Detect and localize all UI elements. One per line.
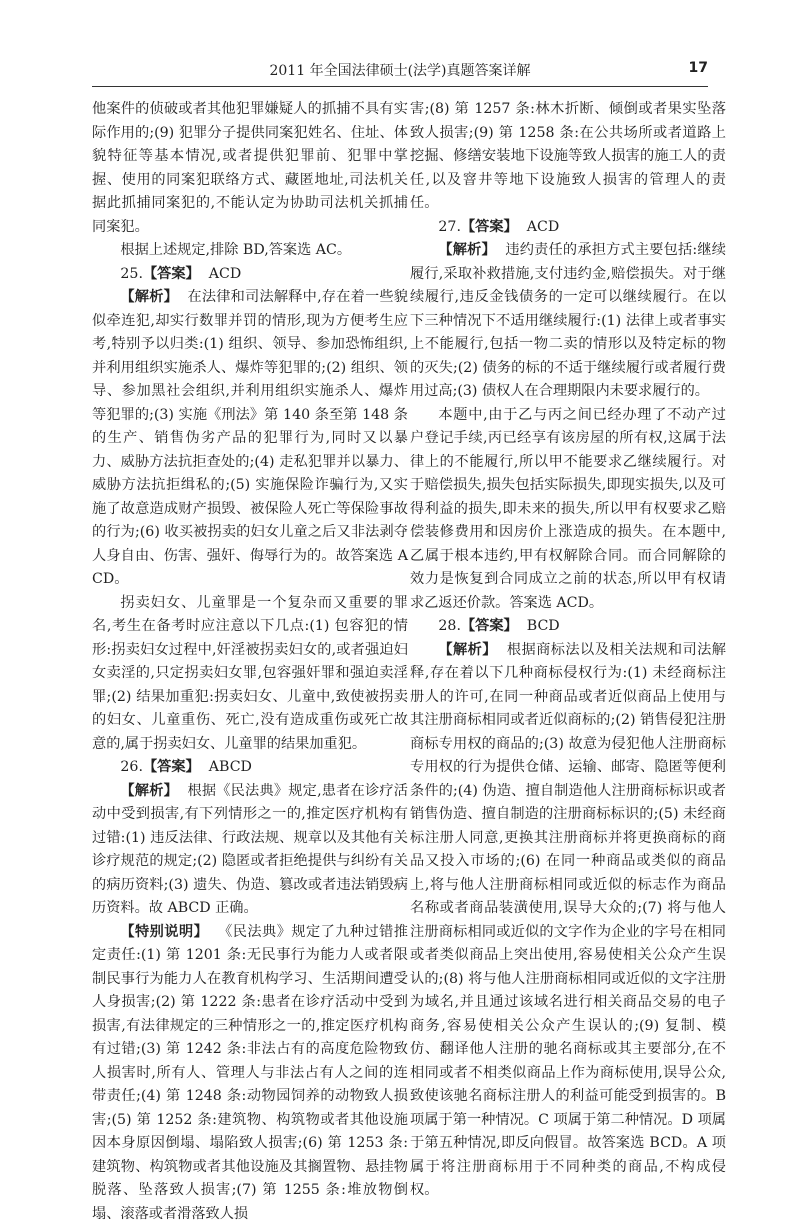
question-number: 26. xyxy=(120,759,143,775)
answer-line xyxy=(410,615,726,639)
left-column xyxy=(92,98,408,1226)
section-tag: 【解析】 xyxy=(438,642,497,658)
analysis-paragraph xyxy=(410,239,726,404)
answer-line xyxy=(92,263,408,287)
paragraph-text: 在法律和司法解释中,存在着一些貌似牵连犯,却实行数罪并罚的情形,现为方便考生应考,特别予以归类:(1) 组织、领导、参加恐怖组织,并利用组织实施杀人、爆炸等犯罪的;(2) 组织、领导、参加黑社会组织,并利用组织实施杀人、爆炸等犯罪的;(3) 实施《刑法》第 140 条至第 148 条的生产、销售伪劣产品的犯罪行为,同时又以暴力、威胁方法抗拒查处的;(4) 走私犯罪并以暴力、威胁方法抗拒缉私的;(5) 实施保险诈骗行为,又实施了故意造成财产损毁、被保险人死亡等保险事故的行为;(6) 收买被拐卖的妇女儿童之后又非法剥夺人身自由、伤害、强奸、侮辱行为的。故答案选 ACD。 xyxy=(92,289,408,587)
answer-tag: 【答案】 xyxy=(461,618,518,634)
answer-value: ACD xyxy=(209,266,241,282)
question-number: 27. xyxy=(438,219,461,235)
answer-value: ACD xyxy=(527,219,559,235)
paragraph-text: 根据《民法典》规定,患者在诊疗活动中受到损害,有下列情形之一的,推定医疗机构有过错:(1) 违反法律、行政法规、规章以及其他有关诊疗规范的规定;(2) 隐匿或者拒绝提供与纠纷有关的病历资料;(3) 遗失、伪造、篡改或者违法销毁病历资料。故 ABCD 正确。 xyxy=(92,783,408,917)
question-number: 28. xyxy=(438,618,461,634)
right-column xyxy=(410,98,726,1203)
analysis-paragraph xyxy=(92,286,408,592)
section-tag: 【特别说明】 xyxy=(120,924,208,940)
answer-tag: 【答案】 xyxy=(143,759,200,775)
section-tag: 【解析】 xyxy=(438,242,496,258)
body-paragraph: 本题中,由于乙与丙之间已经办理了不动产过户登记手续,丙已经享有该房屋的所有权,这属于法律上的不能履行,所以甲不能要求乙继续履行。对于赔偿损失,损失包括实际损失,即现实损失,以及可得利益的损失,即未来的损失,所以甲有权要求乙赔偿装修费用和因房价上涨造成的损失。在本题中,乙属于根本违约,甲有权解除合同。而合同解除的效力是恢复到合同成立之前的状态,所以甲有权请求乙返还价款。答案选 ACD。 xyxy=(410,404,726,616)
header-rule xyxy=(92,86,708,87)
analysis-paragraph xyxy=(92,921,408,1226)
paragraph-text: 根据商标法以及相关法规和司法解释,存在着以下几种商标侵权行为:(1) 未经商标注册人的许可,在同一种商品或者近似商品上使用与其注册商标相同或者近似商标的;(2) 销售侵犯注册商标专用权的商品的;(3) 故意为侵犯他人注册商标专用权的行为提供仓储、运输、邮寄、隐匿等便利条件的;(4) 伪造、擅自制造他人注册商标标识或者销售伪造、擅自制造的注册商标标识的;(5) 未经商标注册人同意,更换其注册商标并将更换商标的商品又投入市场的;(6) 在同一种商品或类似的商品上,将与他人注册商标相同或近似的标志作为商品名称或者商品装潢使用,误导大众的;(7) 将与他人注册商标相同或近似的文字作为企业的字号在相同或者类似商品上突出使用,容易使相关公众产生误认的;(8) 将与他人注册商标相同或近似的文字注册为域名,并且通过该域名进行相关商品交易的电子商务,容易使相关公众产生误认的;(9) 复制、模仿、翻译他人注册的驰名商标或其主要部分,在不相同或者不相类似商品上作为商标使用,误导公众,致使该驰名商标注册人的利益可能受到损害的。B 项属于第一种情况。C 项属于第二种情况。D 项属于第五种情况,即反向假冒。故答案选 BCD。A 项属于将注册商标用于不同种类的商品,不构成侵权。 xyxy=(410,642,726,1199)
question-number: 25. xyxy=(120,266,143,282)
answer-value: BCD xyxy=(527,618,560,634)
running-header xyxy=(92,60,708,84)
analysis-paragraph xyxy=(92,780,408,921)
answer-tag: 【答案】 xyxy=(143,266,200,282)
running-title: 2011 年全国法律硕士(法学)真题答案详解 xyxy=(92,60,708,80)
body-paragraph: 他案件的侦破或者其他犯罪嫌疑人的抓捕不具有实际作用的;(9) 犯罪分子提供同案犯姓名、住址、体貌特征等基本情况,或者提供犯罪前、犯罪中掌握、使用的同案犯联络方式、藏匿地址,司法机关据此抓捕同案犯的,不能认定为协助司法机关抓捕同案犯。 xyxy=(92,98,408,239)
body-paragraph: 害;(8) 第 1257 条:林木折断、倾倒或者果实坠落致人损害;(9) 第 1258 条:在公共场所或者道路上挖掘、修缮安装地下设施等致人损害的施工人的责任,以及窨井等地下设施致人损害的管理人的责任。 xyxy=(410,98,726,216)
page-number: 17 xyxy=(689,60,708,76)
answer-value: ABCD xyxy=(209,759,252,775)
paragraph-text: 《民法典》规定了九种过错推定责任:(1) 第 1201 条:无民事行为能力人或者限制民事行为能力人在教育机构学习、生活期间遭受人身损害;(2) 第 1222 条:患者在诊疗活动中受到损害,有法律规定的三种情形之一的,推定医疗机构有过错;(3) 第 1242 条:非法占有的高度危险物致人损害时,所有人、管理人与非法占有人之间的连带责任;(4) 第 1248 条:动物园饲养的动物致人损害;(5) 第 1252 条:建筑物、构筑物或者其他设施因本身原因倒塌、塌陷致人损害;(6) 第 1253 条:建筑物、构筑物或者其他设施及其搁置物、悬挂物脱落、坠落致人损害;(7) 第 1255 条:堆放物倒塌、滚落或者滑落致人损 xyxy=(92,924,408,1222)
analysis-paragraph xyxy=(410,639,726,1203)
answer-line xyxy=(410,216,726,240)
body-paragraph: 拐卖妇女、儿童罪是一个复杂而又重要的罪名,考生在备考时应注意以下几点:(1) 包容犯的情形:拐卖妇女过程中,奸淫被拐卖妇女的,或者强迫妇女卖淫的,只定拐卖妇女罪,包容强奸罪和强迫卖淫罪;(2) 结果加重犯:拐卖妇女、儿童中,致使被拐卖的妇女、儿童重伤、死亡,没有造成重伤或死亡故意的,属于拐卖妇女、儿童罪的结果加重犯。 xyxy=(92,592,408,757)
paragraph-text: 违约责任的承担方式主要包括:继续履行,采取补救措施,支付违约金,赔偿损失。对于继续履行,违反金钱债务的一定可以继续履行。在以下三种情况下不适用继续履行:(1) 法律上或者事实上不能履行,包括一物二卖的情形以及特定标的物的灭失;(2) 债务的标的不适于继续履行或者履行费用过高;(3) 债权人在合理期限内未要求履行的。 xyxy=(410,242,726,399)
answer-tag: 【答案】 xyxy=(461,219,518,235)
section-tag: 【解析】 xyxy=(120,783,178,799)
section-tag: 【解析】 xyxy=(120,289,178,305)
answer-line xyxy=(92,756,408,780)
body-paragraph: 根据上述规定,排除 BD,答案选 AC。 xyxy=(92,239,408,263)
